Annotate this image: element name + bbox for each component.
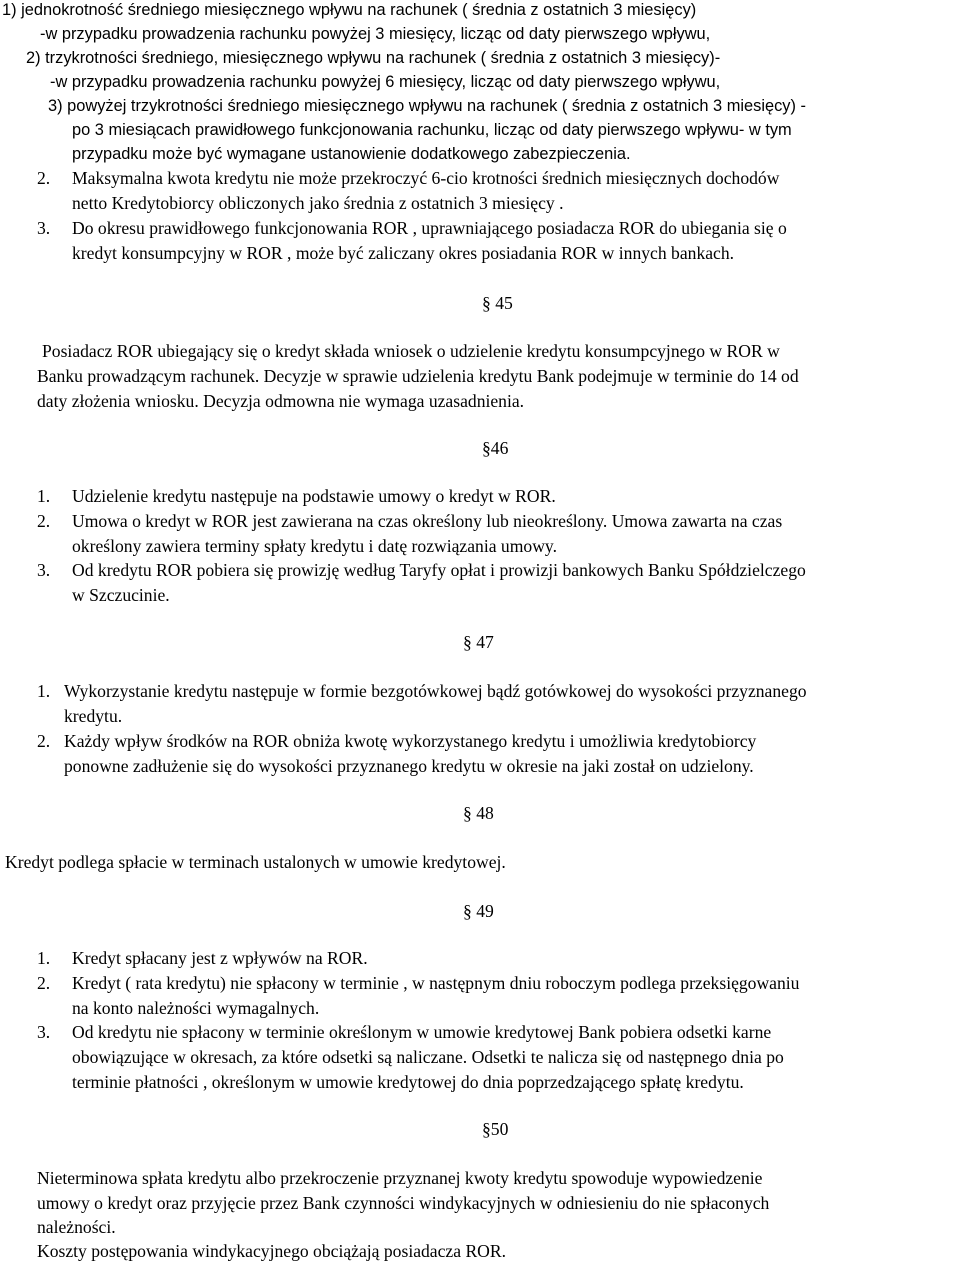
list-item-text: na konto należności wymagalnych.	[72, 998, 320, 1018]
list-item-text: Umowa o kredyt w ROR jest zawierana na czas określony lub nieokreślony. Umowa zawarta na czas	[72, 511, 783, 531]
list-number: 2.	[37, 168, 51, 188]
intro-line-6: po 3 miesiącach prawidłowego funkcjonowania rachunku, licząc od daty pierwszego wpływu- w tym	[72, 121, 792, 139]
intro-line-1: 1) jednokrotność średniego miesięcznego wpływu na rachunek ( średnia z ostatnich 3 miesięcy)	[2, 1, 697, 19]
intro-line-5: 3) powyżej trzykrotności średniego miesięcznego wpływu na rachunek ( średnia z ostatnich 3 miesięcy) -	[48, 97, 806, 115]
list-item-text: kredyt konsumpcyjny w ROR , może być zaliczany okres posiadania ROR w innych bankach.	[72, 243, 735, 263]
list-item-text: Maksymalna kwota kredytu nie może przekroczyć 6-cio krotności średnich miesięcznych dochodów	[72, 168, 780, 188]
intro-line-7: przypadku może być wymagane ustanowienie dodatkowego zabezpieczenia.	[72, 145, 631, 163]
section-heading-49: § 49	[463, 901, 494, 921]
intro-line-4: -w przypadku prowadzenia rachunku powyżej 6 miesięcy, licząc od daty pierwszego wpływu,	[50, 73, 721, 91]
list-number: 1.	[37, 948, 51, 968]
paragraph-line: Kredyt podlega spłacie w terminach ustalonych w umowie kredytowej.	[5, 852, 506, 872]
list-number: 2.	[37, 511, 51, 531]
paragraph-line: daty złożenia wniosku. Decyzja odmowna nie wymaga uzasadnienia.	[37, 391, 525, 411]
list-item-text: w Szczucinie.	[72, 585, 170, 605]
list-item-text: netto Kredytobiorcy obliczonych jako średnia z ostatnich 3 miesięcy .	[72, 193, 564, 213]
section-heading-46: §46	[482, 438, 509, 458]
section-heading-45: § 45	[482, 293, 513, 313]
list-number: 1.	[37, 681, 51, 701]
list-item-text: ponowne zadłużenie się do wysokości przyznanego kredytu w okresie na jaki został on udzielony.	[64, 756, 754, 776]
list-item-text: Wykorzystanie kredytu następuje w formie bezgotówkowej bądź gotówkowej do wysokości przyznanego	[64, 681, 807, 701]
list-number: 3.	[37, 1022, 51, 1042]
list-item-text: kredytu.	[64, 706, 123, 726]
section-heading-47: § 47	[463, 632, 494, 652]
list-item-text: Od kredytu ROR pobiera się prowizję według Taryfy opłat i prowizji bankowych Banku Spółdzielczego	[72, 560, 806, 580]
list-number: 3.	[37, 560, 51, 580]
list-item-text: Do okresu prawidłowego funkcjonowania ROR , uprawniającego posiadacza ROR do ubiegania się o	[72, 218, 787, 238]
list-item-text: Od kredytu nie spłacony w terminie określonym w umowie kredytowej Bank pobiera odsetki karne	[72, 1022, 772, 1042]
list-number: 1.	[37, 486, 51, 506]
list-item-text: terminie płatności , określonym w umowie kredytowej do dnia poprzedzającego spłatę kredytu.	[72, 1072, 744, 1092]
section-heading-50: §50	[482, 1119, 509, 1139]
paragraph-line: Koszty postępowania windykacyjnego obciążają posiadacza ROR.	[37, 1241, 507, 1261]
list-number: 2.	[37, 731, 51, 751]
list-item-text: Każdy wpływ środków na ROR obniża kwotę wykorzystanego kredytu i umożliwia kredytobiorcy	[64, 731, 757, 751]
intro-line-3: 2) trzykrotności średniego, miesięcznego wpływu na rachunek ( średnia z ostatnich 3 miesięcy)-	[26, 49, 721, 67]
list-item-text: określony zawiera terminy spłaty kredytu i datę rozwiązania umowy.	[72, 536, 557, 556]
paragraph-line: Posiadacz ROR ubiegający się o kredyt składa wniosek o udzielenie kredytu konsumpcyjnego w ROR w	[42, 341, 780, 361]
list-number: 3.	[37, 218, 51, 238]
list-item-text: Kredyt ( rata kredytu) nie spłacony w terminie , w następnym dniu roboczym podlega przeksięgowaniu	[72, 973, 800, 993]
paragraph-line: należności.	[37, 1217, 116, 1237]
section-heading-48: § 48	[463, 803, 494, 823]
list-item-text: obowiązujące w okresach, za które odsetki są naliczane. Odsetki te nalicza się od następnego dnia po	[72, 1047, 784, 1067]
list-item-text: Udzielenie kredytu następuje na podstawie umowy o kredyt w ROR.	[72, 486, 556, 506]
paragraph-line: Nieterminowa spłata kredytu albo przekroczenie przyznanej kwoty kredytu spowoduje wypowiedzenie	[37, 1168, 763, 1188]
paragraph-line: Banku prowadzącym rachunek. Decyzje w sprawie udzielenia kredytu Bank podejmuje w terminie do 14 od	[37, 366, 799, 386]
paragraph-line: umowy o kredyt oraz przyjęcie przez Bank czynności windykacyjnych w odniesieniu do nie spłaconych	[37, 1193, 770, 1213]
intro-line-2: -w przypadku prowadzenia rachunku powyżej 3 miesięcy, licząc od daty pierwszego wpływu,	[40, 25, 711, 43]
list-number: 2.	[37, 973, 51, 993]
list-item-text: Kredyt spłacany jest z wpływów na ROR.	[72, 948, 368, 968]
